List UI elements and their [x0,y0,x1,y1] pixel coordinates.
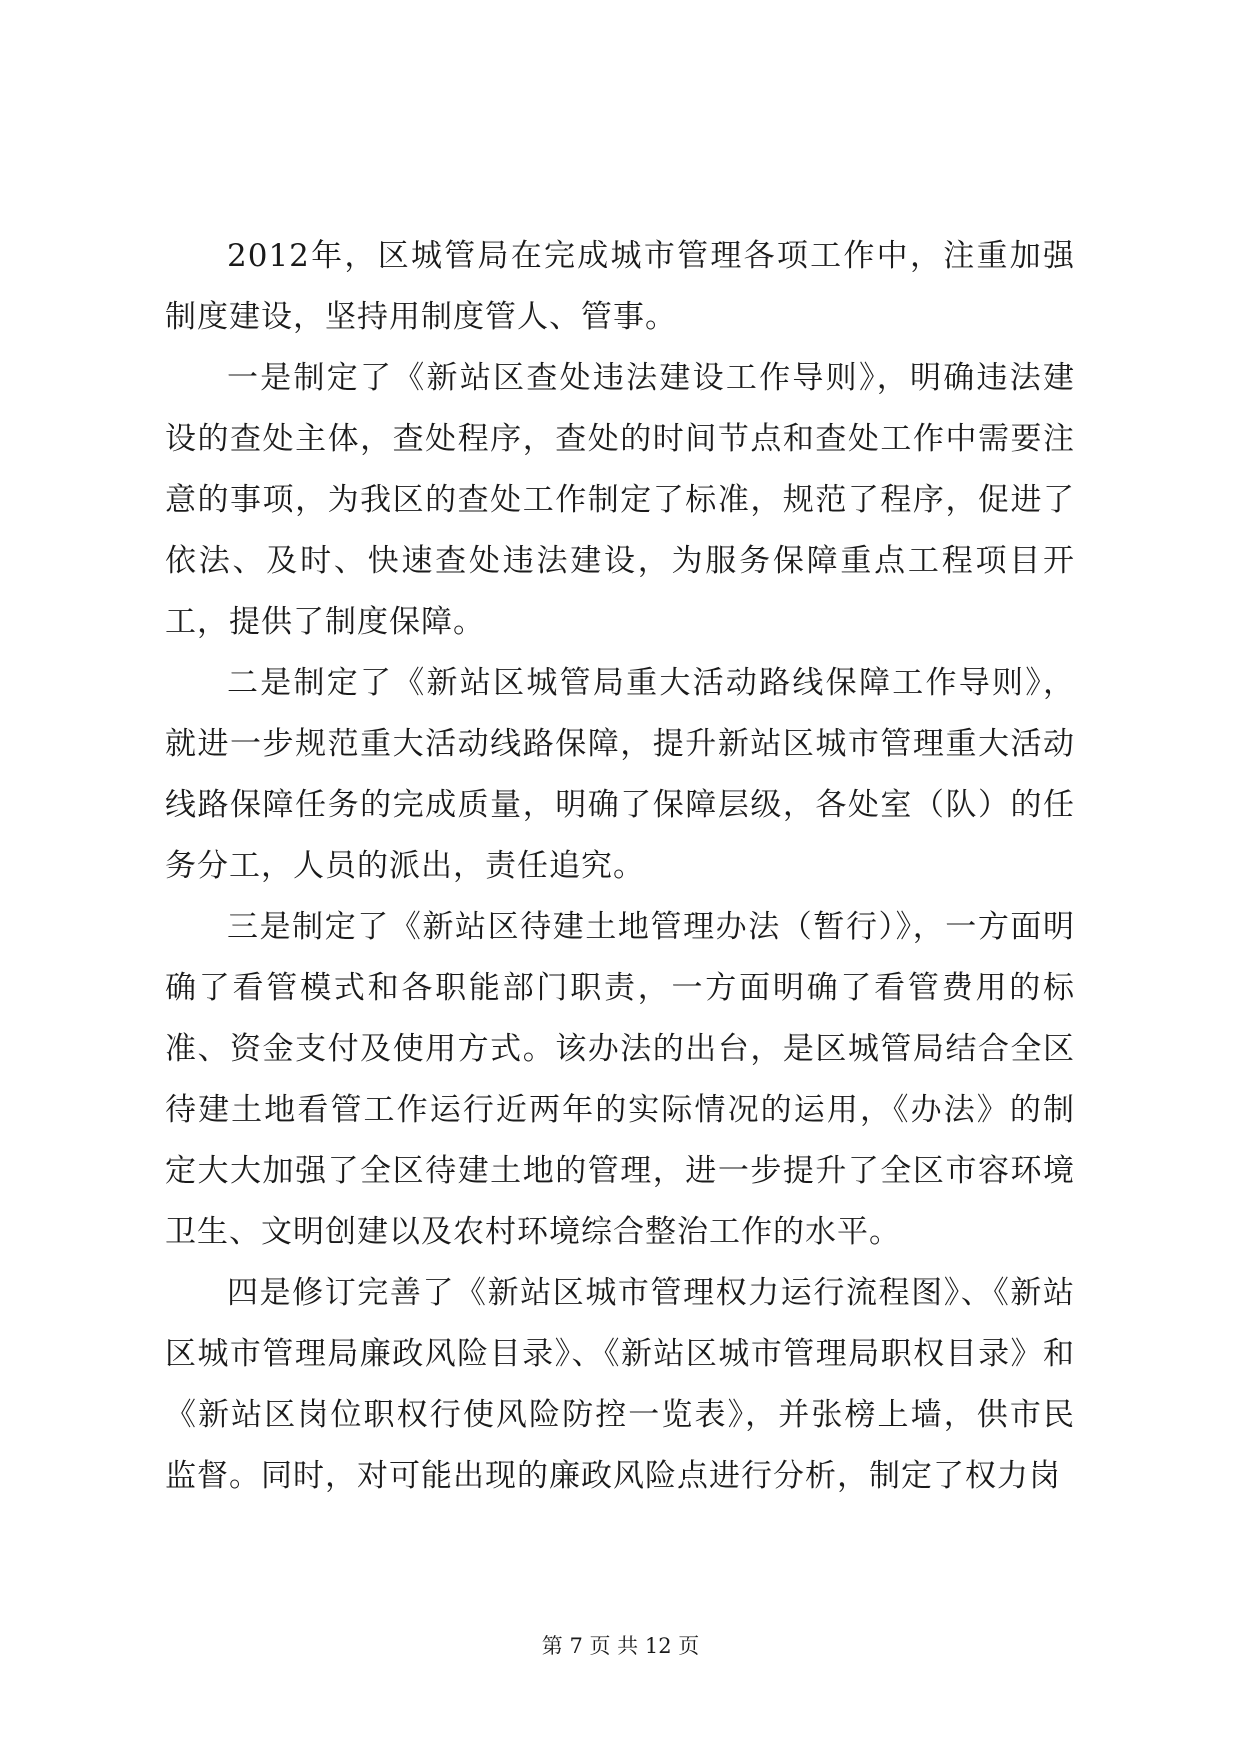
paragraph-item-2: 二是制定了《新站区城管局重大活动路线保障工作导则》，就进一步规范重大活动线路保障，提升新站区城市管理重大活动线路保障任务的完成质量，明确了保障层级，各处室（队）的任务分工，人员的派出，责任追究。 [165,665,1075,884]
document-body [165,226,1075,1507]
paragraph-intro: 2012年，区城管局在完成城市管理各项工作中，注重加强制度建设，坚持用制度管人、管事。 [165,238,1075,335]
paragraph-item-1: 一是制定了《新站区查处违法建设工作导则》，明确违法建设的查处主体，查处程序，查处的时间节点和查处工作中需要注意的事项，为我区的查处工作制定了标准，规范了程序，促进了依法、及时、快速查处违法建设，为服务保障重点工程项目开工，提供了制度保障。 [165,360,1075,640]
paragraph-item-3: 三是制定了《新站区待建土地管理办法（暂行）》，一方面明确了看管模式和各职能部门职责，一方面明确了看管费用的标准、资金支付及使用方式。该办法的出台，是区城管局结合全区待建土地看管工作运行近两年的实际情况的运用，《办法》的制定大大加强了全区待建土地的管理，进一步提升了全区市容环境卫生、文明创建以及农村环境综合整治工作的水平。 [165,909,1075,1250]
paragraph-item-4: 四是修订完善了《新站区城市管理权力运行流程图》、《新站区城市管理局廉政风险目录》、《新站区城市管理局职权目录》和《新站区岗位职权行使风险防控一览表》，并张榜上墙，供市民监督。同时，对可能出现的廉政风险点进行分析，制定了权力岗 [165,1275,1075,1494]
page-footer: 第 7 页 共 12 页 [541,1634,700,1658]
